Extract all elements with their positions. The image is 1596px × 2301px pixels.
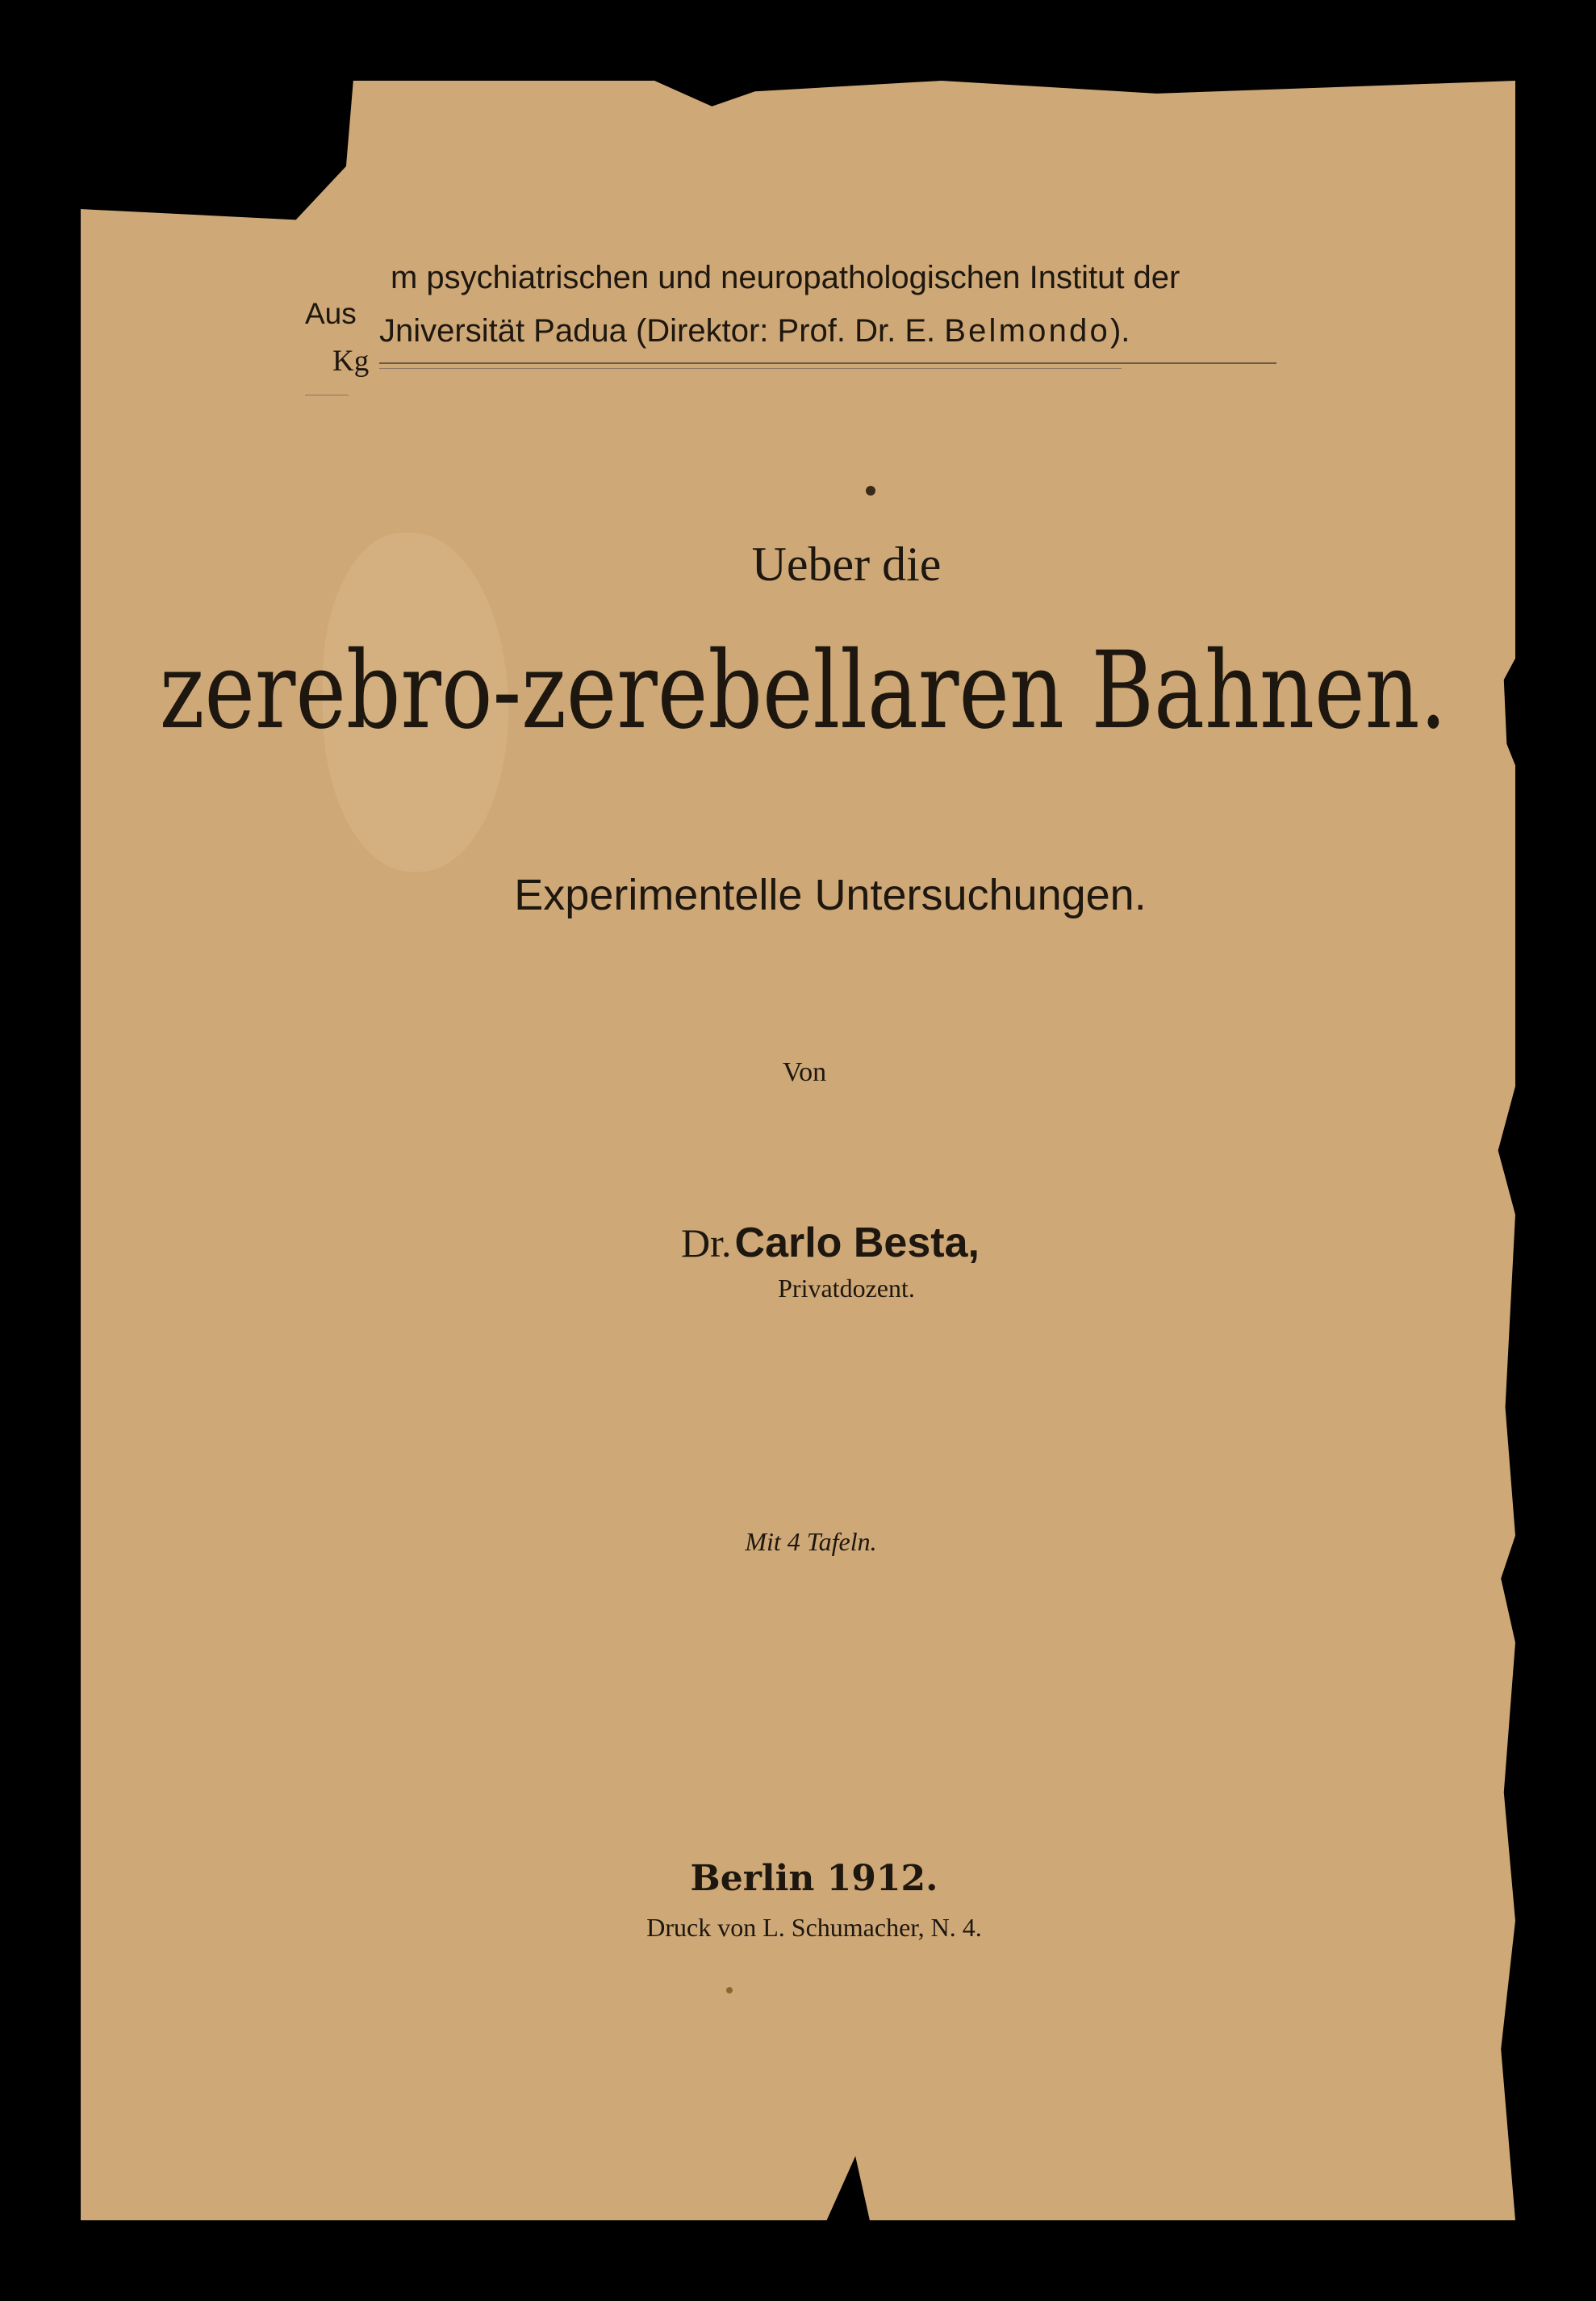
header-line-2-end: ). xyxy=(1109,313,1130,349)
author-prefix: Dr. xyxy=(681,1220,732,1266)
ink-mark xyxy=(866,486,875,496)
subtitle: Experimentelle Untersuchungen. xyxy=(514,871,1147,919)
page-title: zerebro-zerebellaren Bahnen. xyxy=(159,629,1448,753)
author-role: Privatdozent. xyxy=(778,1274,915,1303)
header-line-2 xyxy=(379,313,1130,349)
imprint-printer: Druck von L. Schumacher, N. 4. xyxy=(646,1913,982,1942)
header-line-1: m psychiatrischen und neuropathologischen Institut der xyxy=(391,260,1180,295)
title-prefix: Ueber die xyxy=(751,538,942,591)
ink-mark xyxy=(726,1987,733,1994)
header-rule-thin xyxy=(379,368,1122,369)
plates-note: Mit 4 Tafeln. xyxy=(745,1527,877,1556)
byline: Von xyxy=(782,1057,827,1087)
imprint-place-year: Berlin 1912. xyxy=(690,1858,938,1899)
header-margin-kg: Kg xyxy=(332,345,370,378)
header-rule xyxy=(379,362,1276,364)
header-line-2-text: Jniversität Padua (Direktor: Prof. Dr. E. xyxy=(379,313,945,349)
author-name: Carlo Besta, xyxy=(734,1220,980,1266)
header-director-name: Belmondo xyxy=(944,313,1110,349)
paper-sheet xyxy=(81,81,1515,2220)
author xyxy=(0,1219,1596,1267)
header-margin-aus: Aus xyxy=(305,297,357,330)
